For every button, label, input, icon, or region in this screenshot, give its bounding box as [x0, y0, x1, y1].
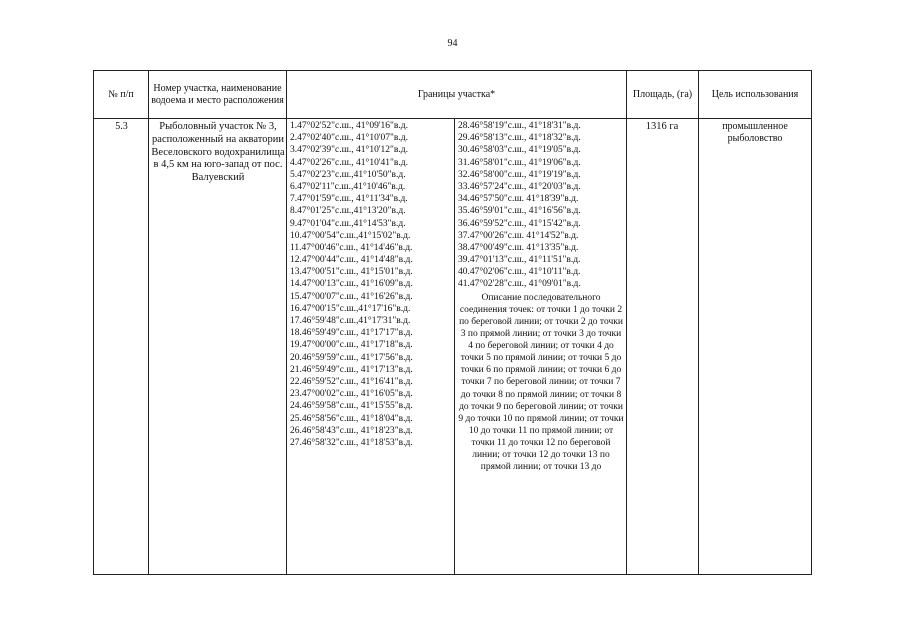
coordinate-point: 11.47°00'46"с.ш., 41°14'46"в.д.	[290, 242, 413, 253]
coordinate-point: 32.46°58'00"с.ш., 41°19'19"в.д.	[458, 169, 581, 180]
header-purpose: Цель использования	[711, 88, 799, 100]
row-number: 5.3	[115, 121, 128, 132]
header-name: Номер участка, наименование водоема и место расположения	[151, 82, 284, 106]
coordinate-point: 4.47°02'26"с.ш., 41°10'41"в.д.	[290, 157, 409, 168]
column-divider	[698, 71, 699, 574]
coordinate-point: 15.47°00'07"с.ш., 41°16'26"в.д.	[290, 291, 413, 302]
coordinate-point: 21.46°59'49"с.ш., 41°17'13"в.д.	[290, 364, 413, 375]
coordinate-point: 23.47°00'02"с.ш., 41°16'05"в.д.	[290, 389, 413, 400]
column-divider	[454, 118, 455, 574]
coordinate-point: 3.47°02'39"с.ш., 41°10'12"в.д.	[290, 145, 409, 156]
header-divider	[94, 118, 811, 119]
column-divider	[286, 71, 287, 574]
connection-description: Описание последовательного соединения точек: от точки 1 до точки 2 по береговой линии; от точки 2 до точки 3 по прямой линии; от точки 3 до точки 4 по береговой линии; от точки 4 до точки 5 по прямой линии; от точки 5 до точки 6 по прямой линии; от точки 6 до точки 7 по береговой линии; от точки 7 до точки 8 по прямой линии; от точки 8 до точки 9 по береговой линии; от точки 9 до точки 10 по прямой линии; от точки 10 до точки 11 по прямой линии; от точки 11 до точки 12 по береговой линии; от точки 12 до точки 13 по прямой линии; от точки 13 до	[458, 292, 624, 473]
coordinate-point: 31.46°58'01"с.ш., 41°19'06"в.д.	[458, 157, 581, 168]
points-list-right	[458, 120, 626, 291]
coordinate-point: 10.47°00'54"с.ш.,41°15'02"в.д.	[290, 230, 411, 241]
coordinate-point: 16.47°00'15"с.ш.,41°17'16"в.д.	[290, 303, 411, 314]
coordinate-point: 39.47°01'13"с.ш., 41°11'51"в.д.	[458, 255, 581, 266]
coordinate-point: 20.46°59'59"с.ш., 41°17'56"в.д.	[290, 352, 413, 363]
coordinate-point: 36.46°59'52"с.ш., 41°15'42"в.д.	[458, 218, 581, 229]
header-area: Площадь, (га)	[632, 88, 693, 100]
coordinate-point: 29.46°58'13"с.ш., 41°18'32"в.д.	[458, 133, 581, 144]
area-name: Рыболовный участок № 3, расположенный на акватории Веселовского водохранилища в 4,5 км на юго-запад от пос. Валуевский	[151, 121, 285, 184]
coordinate-point: 40.47°02'06"с.ш., 41°10'11"в.д.	[458, 267, 581, 278]
column-divider	[148, 71, 149, 574]
coordinate-point: 26.46°58'43"с.ш., 41°18'23"в.д.	[290, 425, 413, 436]
coordinate-point: 9.47°01'04"с.ш.,41°14'53"в.д.	[290, 218, 406, 229]
page-number: 94	[447, 38, 458, 49]
points-list-left	[290, 120, 450, 449]
coordinate-point: 25.46°58'56"с.ш., 41°18'04"в.д.	[290, 413, 413, 424]
header-num: № п/п	[108, 88, 134, 100]
coordinate-point: 37.47°00'26"с.ш. 41°14'52"в.д.	[458, 230, 579, 241]
coordinate-point: 38.47°00'49"с.ш. 41°13'35"в.д.	[458, 242, 579, 253]
coordinate-point: 7.47°01'59"с.ш., 41°11'34"в.д.	[290, 194, 408, 205]
header-borders: Границы участка*	[417, 88, 496, 100]
coordinate-point: 8.47°01'25"с.ш.,41°13'20"в.д.	[290, 206, 406, 217]
column-divider	[626, 71, 627, 574]
coordinate-point: 14.47°00'13"с.ш., 41°16'09"в.д.	[290, 279, 413, 290]
coordinate-point: 5.47°02'23"с.ш.,41°10'50"в.д.	[290, 169, 406, 180]
area-size: 1316 га	[645, 121, 679, 132]
coordinate-point: 18.46°59'49"с.ш., 41°17'17"в.д.	[290, 328, 413, 339]
coordinate-point: 17.46°59'48"с.ш.,41°17'31"в.д.	[290, 316, 411, 326]
fishing-area-table	[93, 70, 812, 575]
coordinate-point: 13.47°00'51"с.ш., 41°15'01"в.д.	[290, 267, 413, 278]
coordinate-point: 27.46°58'32"с.ш., 41°18'53"в.д.	[290, 437, 413, 448]
coordinate-point: 41.47°02'28"с.ш., 41°09'01"в.д.	[458, 279, 581, 290]
usage-purpose: промышленное рыболовство	[722, 121, 788, 144]
coordinate-point: 2.47°02'40"с.ш., 41°10'07"в.д.	[290, 133, 409, 144]
coordinate-point: 33.46°57'24"с.ш., 41°20'03"в.д.	[458, 181, 581, 192]
coordinate-point: 24.46°59'58"с.ш., 41°15'55"в.д.	[290, 401, 413, 412]
coordinate-point: 1.47°02'52"с.ш., 41°09'16"в.д.	[290, 121, 409, 131]
coordinate-point: 34.46°57'50"с.ш. 41°18'39"в.д.	[458, 194, 579, 205]
coordinate-point: 28.46°58'19"с.ш., 41°18'31"в.д.	[458, 121, 581, 131]
coordinate-point: 22.46°59'52"с.ш., 41°16'41"в.д.	[290, 376, 413, 387]
coordinate-point: 6.47°02'11"с.ш.,41°10'46"в.д.	[290, 181, 406, 192]
coordinate-point: 35.46°59'01"с.ш., 41°16'56"в.д.	[458, 206, 581, 217]
coordinate-point: 30.46°58'03"с.ш., 41°19'05"в.д.	[458, 145, 581, 156]
coordinate-point: 19.47°00'00"с.ш., 41°17'18"в.д.	[290, 340, 413, 351]
coordinate-point: 12.47°00'44"с.ш., 41°14'48"в.д.	[290, 255, 413, 266]
